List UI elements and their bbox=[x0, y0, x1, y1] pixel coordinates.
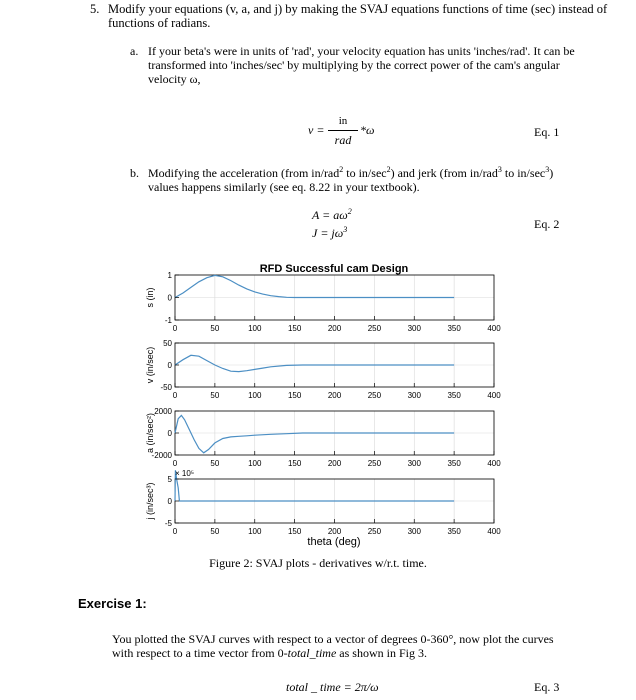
x-tick-label: 400 bbox=[487, 391, 501, 400]
x-tick-label: 350 bbox=[447, 324, 461, 333]
x-tick-label: 100 bbox=[248, 459, 262, 468]
x-tick-label: 50 bbox=[210, 459, 220, 468]
x-tick-label: 350 bbox=[447, 527, 461, 536]
x-tick-label: 200 bbox=[327, 324, 342, 333]
x-tick-label: 50 bbox=[210, 527, 220, 536]
y-tick-label: 0 bbox=[167, 293, 172, 303]
y-tick-label: 2000 bbox=[154, 407, 172, 416]
eq1-numerator: in bbox=[338, 115, 348, 127]
series-line bbox=[175, 275, 454, 297]
question-text: Modify your equations (v, a, and j) by making the SVAJ equations functions of time (sec) instead of functions of radians. bbox=[108, 2, 608, 30]
y-axis-label: s (in) bbox=[145, 287, 155, 308]
eq1-tail: *ω bbox=[360, 123, 375, 137]
x-tick-label: 250 bbox=[367, 459, 382, 468]
x-tick-label: 150 bbox=[287, 324, 302, 333]
x-tick-label: 350 bbox=[447, 459, 461, 468]
y-tick-label: 50 bbox=[163, 339, 172, 348]
x-tick-label: 200 bbox=[327, 459, 342, 468]
x-tick-label: 300 bbox=[407, 324, 421, 333]
figure-caption: Figure 2: SVAJ plots - derivatives w/r.t. time. bbox=[209, 556, 427, 570]
x-tick-label: 400 bbox=[487, 324, 501, 333]
y-multiplier-label: × 10⁵ bbox=[175, 469, 195, 478]
series-line bbox=[175, 355, 454, 371]
part-a-label: a. bbox=[130, 44, 139, 58]
x-tick-label: 0 bbox=[172, 459, 178, 468]
x-tick-label: 250 bbox=[367, 324, 382, 333]
y-tick-label: 5 bbox=[167, 475, 172, 484]
y-tick-label: 0 bbox=[167, 429, 172, 438]
part-b-text: Modifying the acceleration (from in/rad$^2$ to $in/\sec^2$) and jerk (from in/rad$^3$ to $in/\sec^3$) values happens similarly (see eq. 8.22 in your textbook). bbox=[148, 165, 554, 194]
x-tick-label: 150 bbox=[287, 391, 302, 400]
y-tick-label: -5 bbox=[164, 519, 172, 528]
eq1-denominator: rad bbox=[334, 133, 352, 147]
x-tick-label: 0 bbox=[172, 527, 178, 536]
part-b-label: b. bbox=[130, 166, 139, 180]
x-tick-label: 350 bbox=[447, 391, 461, 400]
x-tick-label: 300 bbox=[407, 527, 421, 536]
x-tick-label: 200 bbox=[327, 527, 342, 536]
x-tick-label: 250 bbox=[367, 527, 382, 536]
y-axis-label: a (in/sec²) bbox=[145, 412, 155, 454]
eq2-accel: $A = a\omega^2$ bbox=[312, 207, 352, 222]
x-tick-label: 150 bbox=[287, 527, 302, 536]
y-tick-label: 0 bbox=[167, 497, 172, 506]
x-tick-label: 0 bbox=[172, 324, 178, 333]
eq2-jerk: $J = j\omega^3$ bbox=[312, 225, 348, 240]
chart-xlabel: theta (deg) bbox=[307, 536, 361, 548]
x-tick-label: 150 bbox=[287, 459, 302, 468]
y-tick-label: 0 bbox=[167, 361, 172, 370]
x-tick-label: 400 bbox=[487, 527, 501, 536]
x-tick-label: 200 bbox=[327, 391, 342, 400]
x-tick-label: 100 bbox=[248, 324, 262, 333]
eq3-label: Eq. 3 bbox=[534, 680, 560, 694]
x-tick-label: 300 bbox=[407, 459, 421, 468]
x-tick-label: 400 bbox=[487, 459, 501, 468]
x-tick-label: 50 bbox=[210, 324, 220, 333]
series-line bbox=[175, 415, 454, 452]
y-axis-label: j (in/sec³) bbox=[145, 482, 155, 520]
x-tick-label: 100 bbox=[248, 527, 262, 536]
y-tick-label: 1 bbox=[167, 271, 172, 280]
x-tick-label: 250 bbox=[367, 391, 382, 400]
series-line bbox=[175, 470, 454, 501]
exercise-title: Exercise 1: bbox=[78, 596, 147, 611]
part-a-text: If your beta's were in units of 'rad', your velocity equation has units 'inches/rad'. It can be transformed into 'inches/sec' by multiplying by the correct power of the cam's angular velocity ω, bbox=[148, 44, 575, 86]
y-tick-label: -50 bbox=[160, 383, 172, 392]
eq3: total _ time = 2π/ω bbox=[286, 680, 379, 694]
chart-title: RFD Successful cam Design bbox=[259, 263, 409, 275]
x-tick-label: 100 bbox=[248, 391, 262, 400]
y-tick-label: -1 bbox=[164, 316, 172, 325]
eq1-lhs: v = bbox=[308, 123, 325, 137]
x-tick-label: 300 bbox=[407, 391, 421, 400]
y-tick-label: -2000 bbox=[151, 451, 172, 460]
question-number: 5. bbox=[90, 2, 100, 16]
eq1-label: Eq. 1 bbox=[534, 125, 560, 139]
x-tick-label: 50 bbox=[210, 391, 220, 400]
eq2-label: Eq. 2 bbox=[534, 217, 560, 231]
exercise-text: You plotted the SVAJ curves with respect to a vector of degrees 0-360°, now plot the curves with respect to a time vector from 0-total_time as shown in Fig 3. bbox=[112, 632, 554, 660]
x-tick-label: 0 bbox=[172, 391, 178, 400]
y-axis-label: v (in/sec) bbox=[145, 346, 155, 384]
